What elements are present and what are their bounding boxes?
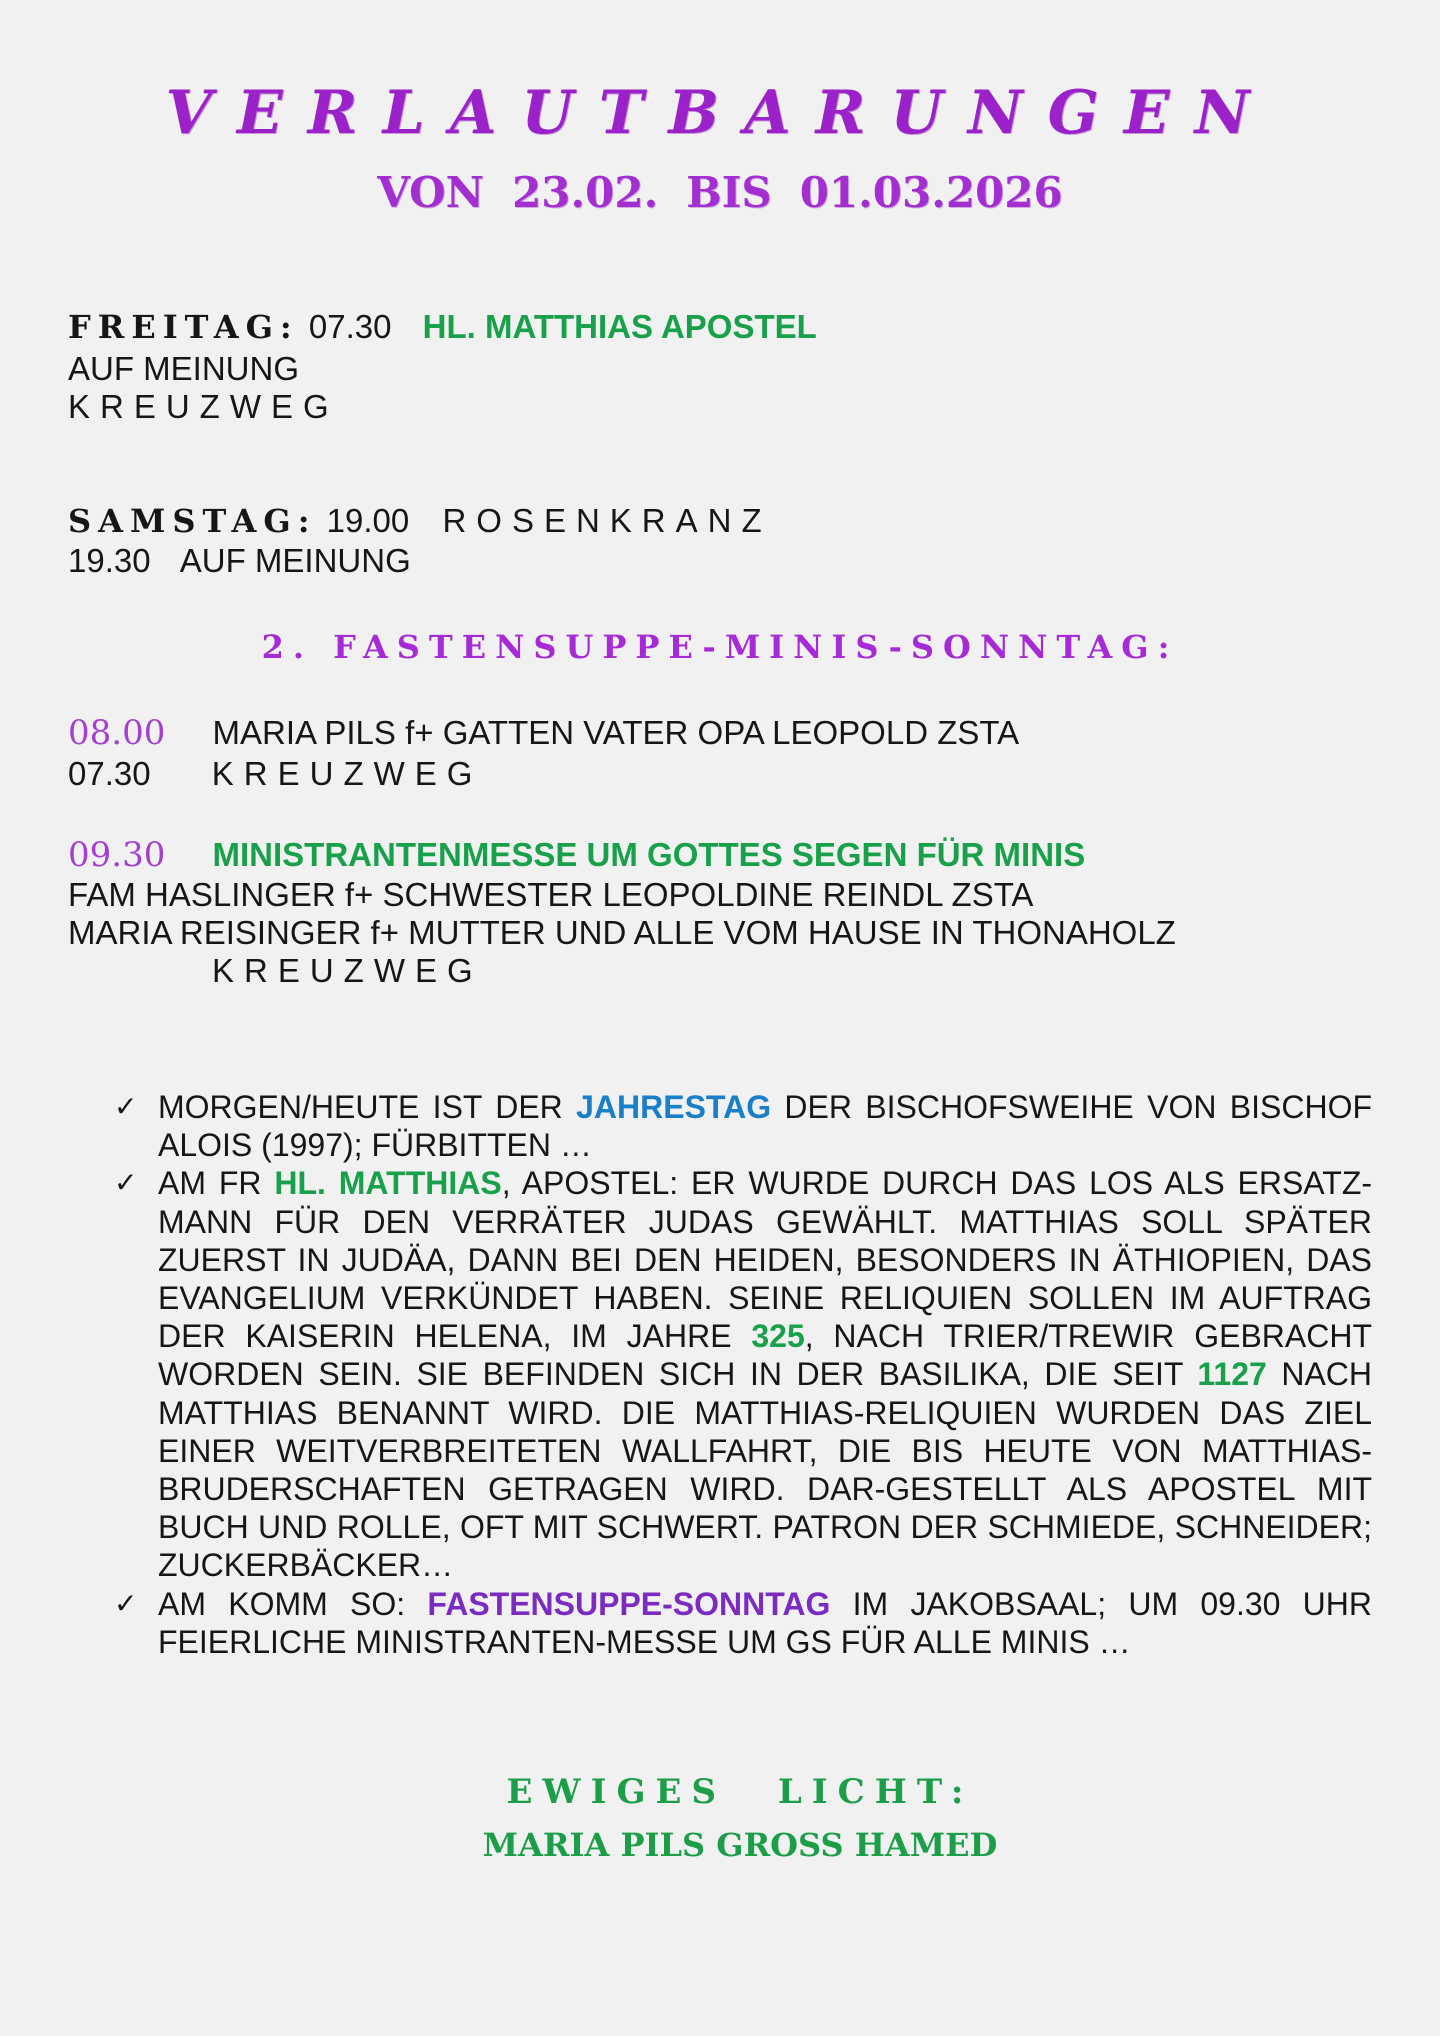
- sunday-mass2: [68, 836, 1085, 874]
- note2-text-c: , NACH TRIER/TREWIR GEBRACHT WORDEN SEIN. SIE BEFINDEN SICH IN DER BASILIKA, DIE SEIT: [158, 1318, 1373, 1393]
- checkmark-icon: ✓: [114, 1586, 138, 1620]
- mass2-line2: MARIA REISINGER f+ MUTTER UND ALLE VOM HAUSE IN THONAHOLZ: [68, 914, 1176, 951]
- kw1-time: 07.30: [68, 755, 151, 792]
- note3-text-a: AM KOMM SO:: [158, 1585, 428, 1622]
- mass2-time: 09.30: [68, 835, 166, 875]
- kw1-text: KREUZWEG: [211, 755, 483, 792]
- note1-text-a: MORGEN/HEUTE IST DER: [158, 1089, 577, 1125]
- note2-year-325: 325: [751, 1318, 805, 1355]
- saturday-day: SAMSTAG: [68, 502, 298, 540]
- note2-year-1127: 1127: [1197, 1356, 1267, 1393]
- announcement-notes: [110, 1088, 1372, 1661]
- note3-text-b: IM JAKOBSAAL; UM 09.30 UHR FEIERLICHE MINISTRANTEN-MESSE UM GS FÜR ALLE MINIS …: [158, 1585, 1373, 1660]
- friday-kreuzweg: KREUZWEG: [68, 388, 339, 425]
- date-to: 01.03.2026: [799, 168, 1063, 217]
- note1-text-b: DER BISCHOFSWEIHE VON BISCHOF ALOIS (1997); FÜRBITTEN …: [158, 1089, 1372, 1164]
- saturday-line2-text: AUF MEINUNG: [179, 542, 411, 579]
- saturday-event: ROSENKRANZ: [442, 502, 772, 539]
- sunday-kreuzweg1: [68, 755, 482, 793]
- mass2-kreuzweg: KREUZWEG: [212, 952, 483, 989]
- note-item: [110, 1585, 1372, 1661]
- sunday-mass1: [68, 714, 1019, 752]
- mass1-text: MARIA PILS f+ GATTEN VATER OPA LEOPOLD ZSTA: [212, 714, 1020, 751]
- ewiges-licht-heading: EWIGES LICHT:: [506, 1772, 974, 1812]
- date-range-bis: BIS: [686, 168, 772, 217]
- saturday-line2: [68, 542, 411, 580]
- mass2-title: MINISTRANTENMESSE UM GOTTES SEGEN FÜR MINIS: [212, 836, 1086, 873]
- sunday-heading: 2. FASTENSUPPE-MINIS-SONNTAG:: [261, 628, 1179, 666]
- note2-text-a: AM FR: [158, 1165, 275, 1202]
- note-item: [110, 1164, 1372, 1584]
- friday-feast: HL. MATTHIAS APOSTEL: [422, 308, 817, 345]
- mass2-line1: FAM HASLINGER f+ SCHWESTER LEOPOLDINE REINDL ZSTA: [68, 876, 1034, 913]
- saturday-line: SAMSTAG: 19.00 ROSENKRANZ: [68, 502, 772, 540]
- note-item: [110, 1088, 1372, 1164]
- saturday-line2-time: 19.30: [68, 542, 151, 579]
- friday-time: 07.30: [308, 308, 392, 345]
- note2-text-b: , APOSTEL: ER WURDE DURCH DAS LOS ALS ERSATZ-MANN FÜR DEN VERRÄTER JUDAS GEWÄHLT. MATTHIAS SOLL SPÄTER ZUERST IN JUDÄA, DANN BEI DEN HEIDEN, BESONDERS IN ÄTHIOPIEN, DAS EVANGELIUM VERKÜNDET HABEN. SEINE RELIQUIEN SOLLEN IM AUFTRAG DER KAISERIN HELENA, IM JAHRE: [158, 1165, 1373, 1355]
- checkmark-icon: ✓: [114, 1166, 138, 1200]
- date-range-von: VON: [377, 168, 485, 217]
- note3-highlight: FASTENSUPPE-SONNTAG: [427, 1585, 831, 1622]
- friday-line2: AUF MEINUNG: [68, 350, 299, 387]
- date-range: [0, 168, 1440, 217]
- checkmark-icon: ✓: [114, 1090, 138, 1123]
- page-title: VERLAUTBARUNGEN: [165, 78, 1275, 148]
- note2-highlight: HL. MATTHIAS: [274, 1165, 502, 1202]
- saturday-time: 19.00: [326, 502, 410, 539]
- friday-line: FREITAG: 07.30 HL. MATTHIAS APOSTEL: [68, 308, 817, 346]
- note1-highlight: JAHRESTAG: [576, 1089, 772, 1125]
- ewiges-licht-names: MARIA PILS GROSS HAMED: [482, 1826, 998, 1864]
- note2-text-d: NACH MATTHIAS BENANNT WIRD. DIE MATTHIAS-RELIQUIEN WURDEN DAS ZIEL EINER WEITVERBREITETEN WALLFAHRT, DIE BIS HEUTE VON MATTHIAS-BRUDERSCHAFTEN GETRAGEN WIRD. DAR-GESTELLT ALS APOSTEL MIT BUCH UND ROLLE, OFT MIT SCHWERT. PATRON DER SCHMIEDE, SCHNEIDER; ZUCKERBÄCKER…: [158, 1356, 1373, 1584]
- date-from: 23.02.: [512, 168, 659, 217]
- friday-day: FREITAG: [68, 308, 280, 346]
- mass1-time: 08.00: [68, 713, 166, 753]
